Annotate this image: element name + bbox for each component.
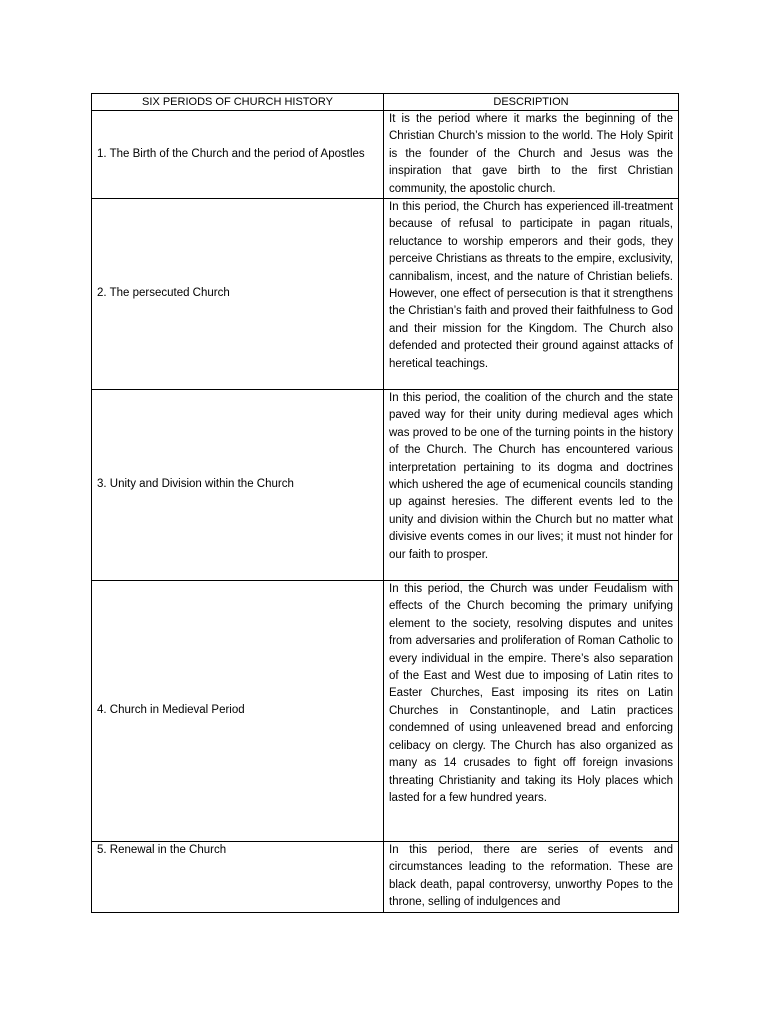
table-row [92, 581, 679, 842]
period-cell: 5. Renewal in the Church [92, 842, 384, 913]
period-cell: 3. Unity and Division within the Church [92, 390, 384, 581]
description-cell: In this period, the Church was under Feudalism with effects of the Church becoming the primary unifying element to the society, resolving disputes and unites from adversaries and proliferation of Roman Catholic to every individual in the empire. There’s also separation of the East and West due to imposing of Latin rites to Easter Churches, East imposing its rites on Latin Churches in Constantinople, and Latin practices condemned of using unleavened bread and enforcing celibacy on clergy. The Church has also organized as many as 14 crusades to fight off foreign invasions threating Christianity and taking its Holy places which lasted for a few hundred years. [384, 581, 679, 842]
table-row [92, 111, 679, 199]
description-cell: In this period, the coalition of the church and the state paved way for their unity during medieval ages which was proved to be one of the turning points in the history of the Church. The Church has encountered various interpretation pertaining to its dogma and doctrines which ushered the age of ecumenical councils standing up against heresies. The different events led to the unity and division within the Church but no matter what divisive events comes in our lives; it must not hinder for our faith to prosper. [384, 390, 679, 581]
table-row [92, 842, 679, 913]
table-row [92, 390, 679, 581]
table-row [92, 199, 679, 390]
header-description: DESCRIPTION [384, 94, 679, 111]
period-cell: 4. Church in Medieval Period [92, 581, 384, 842]
period-cell: 2. The persecuted Church [92, 199, 384, 390]
description-cell: It is the period where it marks the beginning of the Christian Church’s mission to the world. The Holy Spirit is the founder of the Church and Jesus was the inspiration that gave birth to the first Christian community, the apostolic church. [384, 111, 679, 199]
church-history-table [91, 93, 679, 913]
description-text: In this period, there are series of events and circumstances leading to the reformation. These are black death, papal controversy, unworthy Popes to the throne, selling of indulgences and [389, 844, 673, 909]
description-cell [384, 842, 679, 913]
description-cell: In this period, the Church has experienced ill-treatment because of refusal to participate in pagan rituals, reluctance to worship emperors and their gods, they perceive Christians as threats to the empire, exclusivity, cannibalism, incest, and the nature of Christian beliefs. However, one effect of persecution is that it strengthens the Christian’s faith and proved their faithfulness to God and their mission for the Kingdom. The Church also defended and protected their ground against attacks of heretical teachings. [384, 199, 679, 390]
table-header-row [92, 94, 679, 111]
header-period: SIX PERIODS OF CHURCH HISTORY [92, 94, 384, 111]
period-cell: 1. The Birth of the Church and the period of Apostles [92, 111, 384, 199]
